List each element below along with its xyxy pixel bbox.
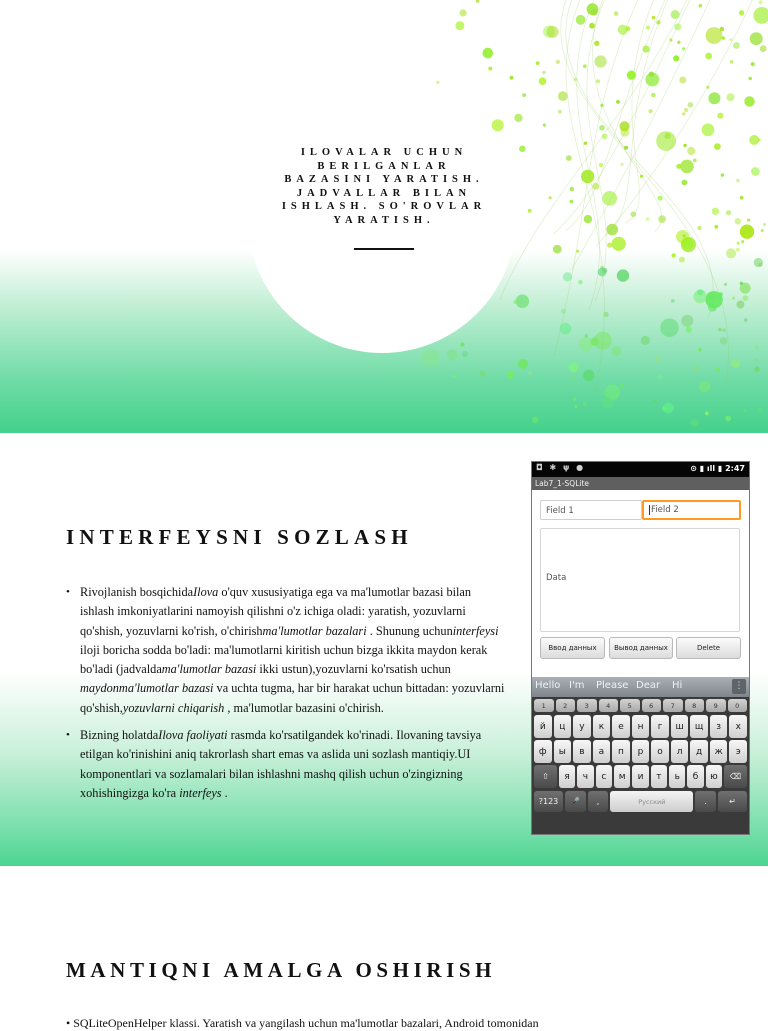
bubble-dot — [656, 20, 660, 24]
bubble-dot — [676, 164, 681, 169]
letter-key[interactable]: г — [651, 715, 669, 738]
bubble-dot — [740, 225, 754, 239]
bubble-dot — [676, 230, 689, 243]
number-hint-key[interactable]: 1 — [534, 699, 554, 712]
bubble-dot — [755, 358, 758, 361]
letter-key[interactable]: э — [729, 740, 747, 763]
bubble-dot — [729, 38, 732, 41]
bubble-dot — [743, 409, 746, 412]
bullet-text: . — [221, 785, 228, 800]
bubble-dot — [669, 38, 672, 41]
bubble-dot — [640, 175, 643, 178]
bubble-dot — [736, 179, 739, 182]
bubble-dot — [584, 142, 587, 145]
bubble-dot — [688, 102, 694, 108]
bubble-dot — [436, 81, 439, 84]
bubble-dot — [602, 191, 617, 206]
status-left-icons: ◘ ✱ ψ ● — [536, 463, 586, 472]
bubble-dot — [547, 26, 559, 38]
bubble-dot — [583, 64, 587, 68]
bubble-dot — [708, 304, 716, 312]
bubble-dot — [743, 295, 749, 301]
suggestion-item[interactable]: I'm — [569, 680, 585, 691]
letter-key[interactable]: а — [593, 740, 611, 763]
bubble-dot — [755, 345, 759, 349]
bullet-emphasis: Ilova — [193, 585, 219, 599]
text-cursor — [649, 505, 650, 515]
bubble-dot — [658, 196, 663, 201]
bubble-dot — [519, 146, 526, 153]
bubble-dot — [421, 349, 439, 367]
letter-key[interactable]: м — [614, 765, 630, 788]
soft-keyboard — [532, 677, 749, 835]
letter-key[interactable]: р — [632, 740, 650, 763]
bubble-dot — [602, 397, 614, 409]
bubble-dot — [657, 375, 662, 380]
bubble-dot — [684, 108, 688, 112]
bubble-dot — [715, 368, 720, 373]
bubble-dot — [754, 258, 763, 267]
letter-key[interactable]: у — [573, 715, 591, 738]
bubble-dot — [611, 346, 621, 356]
bubble-dot — [621, 163, 624, 166]
bubble-dot — [492, 119, 504, 131]
bubble-dot — [614, 11, 619, 16]
bubble-dot — [583, 370, 594, 381]
letter-key[interactable]: ф — [534, 740, 552, 763]
letter-key[interactable]: к — [593, 715, 611, 738]
bubble-dot — [660, 318, 679, 337]
bubble-dot — [763, 223, 766, 226]
bubble-dot — [542, 71, 546, 75]
bubble-dot — [483, 48, 494, 59]
field1-input[interactable]: Field 1 — [540, 500, 642, 520]
more-suggestions-icon[interactable]: ⋮ — [732, 679, 746, 694]
bullet-item — [66, 726, 506, 803]
bubble-dot — [714, 225, 718, 229]
slide-heading: INTERFEYSNI SOZLASH — [66, 525, 413, 549]
bubble-dot — [649, 71, 654, 76]
enter-key[interactable]: ↵ — [718, 791, 747, 812]
bubble-dot — [679, 257, 685, 263]
bubble-dot — [578, 280, 583, 285]
bubble-dot — [760, 45, 767, 52]
bullet-emphasis: ma'lumotlar bazasi — [161, 662, 257, 677]
letter-key[interactable]: ь — [669, 765, 685, 788]
bubble-dot — [682, 47, 685, 50]
keyboard-row-1 — [534, 715, 747, 738]
bubble-dot — [649, 109, 653, 113]
bubble-dot — [698, 348, 701, 351]
bubble-dot — [652, 16, 656, 20]
bubble-dot — [600, 104, 603, 107]
mic-key[interactable]: 🎤 — [565, 791, 586, 812]
symbols-key[interactable]: ?123 — [534, 791, 563, 812]
bubble-dot — [572, 375, 576, 379]
letter-key[interactable]: о — [651, 740, 669, 763]
bullet-text: . Shunung uchun — [366, 623, 453, 638]
number-hint-key[interactable]: 6 — [642, 699, 662, 712]
vine-strand — [626, 0, 658, 223]
bubble-dot — [579, 337, 593, 351]
bubble-dot — [679, 77, 686, 84]
bubble-dot — [556, 60, 560, 64]
number-hint-row — [534, 699, 747, 712]
status-right-icons: ⊙ ▮ ıll ▮ — [690, 464, 723, 473]
bubble-dot — [488, 67, 492, 71]
bubble-dot — [750, 32, 763, 45]
bubble-dot — [749, 135, 759, 145]
suggestion-item[interactable]: Dear — [636, 680, 661, 691]
data-output-area: Data — [540, 528, 740, 632]
bubble-dot — [620, 384, 624, 388]
bubble-dot — [722, 36, 725, 39]
bubble-dot — [592, 183, 599, 190]
bubble-dot — [528, 371, 532, 375]
bubble-dot — [566, 155, 572, 161]
number-hint-key[interactable]: 3 — [577, 699, 597, 712]
bubble-dot — [574, 78, 577, 81]
bubble-dot — [735, 218, 742, 225]
bubble-dot — [726, 248, 736, 258]
bubble-dot — [682, 180, 688, 186]
bubble-dot — [741, 240, 744, 243]
bubble-dot — [641, 336, 650, 345]
android-app-screenshot — [531, 461, 750, 835]
bubble-dot — [751, 62, 755, 66]
letter-key[interactable]: е — [612, 715, 630, 738]
bubble-dot — [616, 100, 620, 104]
bubble-dot — [576, 15, 586, 25]
suggestion-item[interactable]: Hello — [535, 680, 561, 691]
number-hint-key[interactable]: 5 — [620, 699, 640, 712]
status-right — [690, 464, 745, 473]
bubble-dot — [604, 312, 609, 317]
delete-button[interactable]: Delete — [676, 637, 741, 659]
bullet-emphasis: yozuvlarni chiqarish — [122, 700, 225, 715]
bubble-dot — [681, 315, 693, 327]
bubble-dot — [646, 26, 650, 30]
bullet-emphasis: interfeysi — [452, 623, 499, 638]
number-hint-key[interactable]: 7 — [663, 699, 683, 712]
bubble-dot — [699, 4, 703, 8]
bubble-dot — [624, 146, 628, 150]
status-time: 2:47 — [725, 464, 745, 473]
bubble-dot — [708, 92, 720, 104]
comma-key[interactable]: , — [588, 791, 609, 812]
bubble-dot — [595, 55, 607, 67]
letter-key[interactable]: ю — [706, 765, 722, 788]
letter-key[interactable]: х — [729, 715, 747, 738]
bullet-text: iloji boricha sodda bo'ladi: ma'lumotlarni kiritish uchun bizga ikkita maydon kerak bo'ladi (jadvalda — [80, 642, 488, 677]
letter-key[interactable]: л — [671, 740, 689, 763]
bubble-dot — [693, 159, 697, 163]
bubble-dot — [683, 144, 686, 147]
bubble-dot — [749, 77, 752, 80]
bubble-dot — [712, 208, 719, 215]
output-data-button[interactable]: Вывод данных — [609, 637, 673, 659]
bubble-dot — [697, 289, 703, 295]
letter-key[interactable]: в — [573, 740, 591, 763]
bubble-dot — [594, 332, 612, 350]
bubble-dot — [720, 337, 728, 345]
bubble-dot — [602, 134, 608, 140]
bullet-text: o'quv xususiyatiga ega va ma'lumotlar bazasi bilan ishlash imkoniyatlarini namoyish qilishni o'z ichiga oladi: yaratish, yozuvlarni qo'shish, yozuvlarni ko'rish, o'chirish — [80, 585, 472, 638]
bubble-dot — [447, 349, 458, 360]
keyboard-row-4 — [534, 791, 747, 812]
letter-key[interactable]: я — [559, 765, 575, 788]
bubble-dot — [513, 300, 517, 304]
bullet-text: ikki ustun),yozuvlarni ko'rsatish uchun — [256, 662, 451, 677]
bullet-text: va uchta tugma, har bir harakat uchun bittadan: yozuvlarni qo'shish, — [80, 681, 505, 715]
letter-key[interactable]: й — [534, 715, 552, 738]
bubble-dot — [476, 0, 479, 3]
bubble-dot — [620, 128, 629, 137]
bubble-dot — [539, 77, 547, 85]
bubble-dot — [522, 93, 526, 97]
bubble-dot — [677, 41, 680, 44]
bubble-dot — [732, 297, 735, 300]
bubble-dot — [747, 219, 750, 222]
bubble-dot — [460, 342, 464, 346]
bubble-dot — [722, 329, 725, 332]
letter-key[interactable]: б — [687, 765, 703, 788]
suggestion-bar — [532, 677, 749, 697]
title-underline — [354, 248, 414, 250]
bubble-dot — [693, 366, 699, 372]
bubble-dot — [736, 301, 744, 309]
bullet-item — [66, 583, 506, 718]
bubble-dot — [518, 359, 528, 369]
vine-strand — [596, 0, 757, 247]
slide-heading-logic: MANTIQNI AMALGA OSHIRISH — [66, 958, 497, 982]
bubble-dot — [733, 42, 740, 49]
letter-key[interactable]: и — [632, 765, 648, 788]
bubble-dot — [731, 359, 740, 368]
letter-key[interactable]: с — [596, 765, 612, 788]
bullet-text: Bizning holatda — [80, 728, 159, 743]
letter-key[interactable]: д — [690, 740, 708, 763]
bubble-dot — [617, 269, 629, 281]
bubble-dot — [739, 10, 744, 15]
period-key[interactable]: . — [695, 791, 716, 812]
number-hint-key[interactable]: 0 — [728, 699, 748, 712]
bubble-dot — [646, 217, 649, 220]
bubble-dot — [570, 187, 575, 192]
bubble-dot — [596, 79, 600, 83]
letter-key[interactable]: щ — [690, 715, 708, 738]
backspace-key[interactable]: ⌫ — [724, 765, 747, 788]
letter-key[interactable]: ы — [554, 740, 572, 763]
bullet-emphasis: maydonma'lumotlar bazasi — [80, 681, 214, 696]
bubble-dot — [606, 224, 618, 236]
number-hint-key[interactable]: 2 — [556, 699, 576, 712]
bubble-dot — [737, 242, 740, 245]
bubble-dot — [744, 96, 754, 106]
interface-slide — [0, 433, 768, 866]
bubble-dot — [656, 131, 676, 151]
bubble-dot — [705, 412, 709, 416]
bubble-dot — [758, 138, 761, 141]
bubble-dot — [687, 147, 695, 155]
bubble-dot — [510, 76, 514, 80]
bubble-dot — [740, 196, 744, 200]
letter-key[interactable]: ж — [710, 740, 728, 763]
bubble-dot — [727, 93, 735, 101]
bubble-dot — [674, 23, 681, 30]
bubble-dot — [631, 211, 637, 217]
letter-key[interactable]: т — [651, 765, 667, 788]
bubble-dot — [673, 55, 679, 61]
bubble-dot — [583, 402, 587, 406]
suggestion-item[interactable]: Please — [596, 680, 629, 691]
bubble-dot — [724, 283, 727, 286]
bubble-dot — [759, 0, 763, 4]
bubble-dot — [558, 110, 562, 114]
bubble-dot — [653, 399, 657, 403]
bubble-dot — [680, 160, 694, 174]
number-hint-key[interactable]: 9 — [706, 699, 726, 712]
letter-key[interactable]: н — [632, 715, 650, 738]
bubble-dot — [658, 215, 666, 223]
bubble-dot — [599, 125, 605, 131]
bubble-dot — [543, 124, 546, 127]
bubble-dot — [453, 375, 457, 379]
status-bar — [532, 462, 749, 477]
bubble-dot — [576, 250, 579, 253]
bubble-dot — [584, 215, 592, 223]
bubble-dot — [627, 71, 636, 80]
bubble-dot — [705, 53, 712, 60]
bubble-dot — [751, 167, 760, 176]
bullet-emphasis: interfeys — [179, 785, 222, 800]
input-data-button[interactable]: Ввод данных — [540, 637, 605, 659]
bullet-emphasis: ma'lumotlar bazalari — [262, 623, 367, 638]
bubble-dot — [507, 371, 515, 379]
letter-key[interactable]: п — [612, 740, 630, 763]
bullet-text: rasmda ko'rsatilgandek ko'rinadi. Ilovaning tavsiya etilgan ko'rinishini aniq takrorlash shart emas va aslida uni sozlash mantiqiy.UI komponentlari va sozlamalari bilan ishlashni mashq qilish uchun o'zingizning xohishingizga ko'ra — [80, 728, 482, 800]
bubble-dot — [720, 27, 724, 31]
bubble-dot — [561, 309, 566, 314]
bubble-dot — [691, 419, 699, 427]
title-slide — [0, 0, 768, 433]
field2-placeholder: Field 2 — [651, 505, 679, 515]
bubble-dot — [563, 272, 572, 281]
bubble-dot — [514, 114, 522, 122]
bubble-dot — [553, 245, 562, 254]
bubble-dot — [643, 46, 650, 53]
letter-key[interactable]: ч — [577, 765, 593, 788]
bubble-dot — [601, 392, 604, 395]
bullet-text: , ma'lumotlar bazasini o'chirish. — [224, 700, 384, 715]
keyboard-row-3 — [534, 765, 747, 788]
bubble-dot — [671, 10, 680, 19]
space-key[interactable]: Русский — [610, 791, 693, 812]
field2-input[interactable] — [642, 500, 741, 520]
bubble-dot — [528, 209, 532, 213]
bubble-dot — [761, 229, 764, 232]
keyboard-row-2 — [534, 740, 747, 763]
bubble-dot — [612, 237, 626, 251]
vine-strand — [566, 0, 713, 318]
bubble-dot — [754, 367, 759, 372]
bubble-dot — [758, 408, 762, 412]
bubble-dot — [671, 299, 675, 303]
bubble-dot — [686, 327, 692, 333]
bubble-dot — [655, 356, 661, 362]
bubble-dot — [536, 61, 540, 65]
bullet-list — [66, 583, 506, 811]
bubble-dot — [549, 196, 552, 199]
number-hint-key[interactable]: 8 — [685, 699, 705, 712]
bubble-dot — [702, 123, 715, 136]
bubble-dot — [721, 173, 724, 176]
bubble-dot — [575, 405, 578, 408]
bubble-dot — [717, 113, 723, 119]
bubble-dot — [594, 41, 599, 46]
letter-key[interactable]: ц — [554, 715, 572, 738]
bubble-dot — [672, 253, 676, 257]
bubble-dot — [682, 112, 685, 115]
bubble-dot — [753, 7, 768, 24]
bubble-dot — [573, 398, 576, 401]
vine-strand — [577, 0, 600, 310]
slide-title: ILOVALAR UCHUN BERILGANLAR BAZASINI YARATISH. JADVALLAR BILAN ISHLASH. SO'ROVLAR YARATISH. — [281, 147, 487, 226]
bubble-dot — [726, 210, 731, 215]
bubble-dot — [598, 268, 607, 277]
bubble-dot — [618, 25, 628, 35]
bullet-text: Rivojlanish bosqichida — [80, 585, 194, 599]
bubble-dot — [744, 318, 748, 322]
shift-key[interactable]: ⇧ — [534, 765, 557, 788]
bubble-dot — [569, 362, 579, 372]
bubble-dot — [706, 86, 709, 89]
bubble-dot — [455, 21, 464, 30]
bubble-dot — [651, 93, 656, 98]
bubble-dot — [516, 295, 530, 309]
letter-key[interactable]: з — [710, 715, 728, 738]
bubble-dot — [460, 9, 467, 16]
bubble-dot — [730, 60, 733, 63]
bubble-dot — [581, 170, 594, 183]
partial-bullet-text: • SQLiteOpenHelper klassi. Yaratish va yangilash uchun ma'lumotlar bazalari, Android tomonidan — [66, 1016, 539, 1030]
bubble-dot — [725, 416, 731, 422]
app-title-bar: Lab7_1-SQLite — [532, 477, 749, 490]
bubble-dot — [699, 381, 711, 393]
bubble-dot — [480, 371, 486, 377]
bubble-dot — [714, 143, 721, 150]
suggestion-item[interactable]: Hi — [672, 680, 683, 691]
bullet-emphasis: Ilova faoliyati — [158, 728, 228, 743]
bubble-dot — [663, 403, 674, 414]
number-hint-key[interactable]: 4 — [599, 699, 619, 712]
bubble-dot — [558, 91, 568, 101]
bubble-dot — [740, 282, 743, 285]
bubble-dot — [736, 248, 740, 252]
bubble-dot — [570, 200, 574, 204]
letter-key[interactable]: ш — [671, 715, 689, 738]
bubble-dot — [462, 351, 468, 357]
bubble-dot — [591, 9, 598, 16]
bubble-dot — [560, 323, 572, 335]
bubble-dot — [532, 417, 538, 423]
bubble-dot — [589, 23, 595, 29]
bubble-dot — [718, 328, 721, 331]
bubble-dot — [599, 163, 603, 167]
bubble-dot — [697, 226, 701, 230]
